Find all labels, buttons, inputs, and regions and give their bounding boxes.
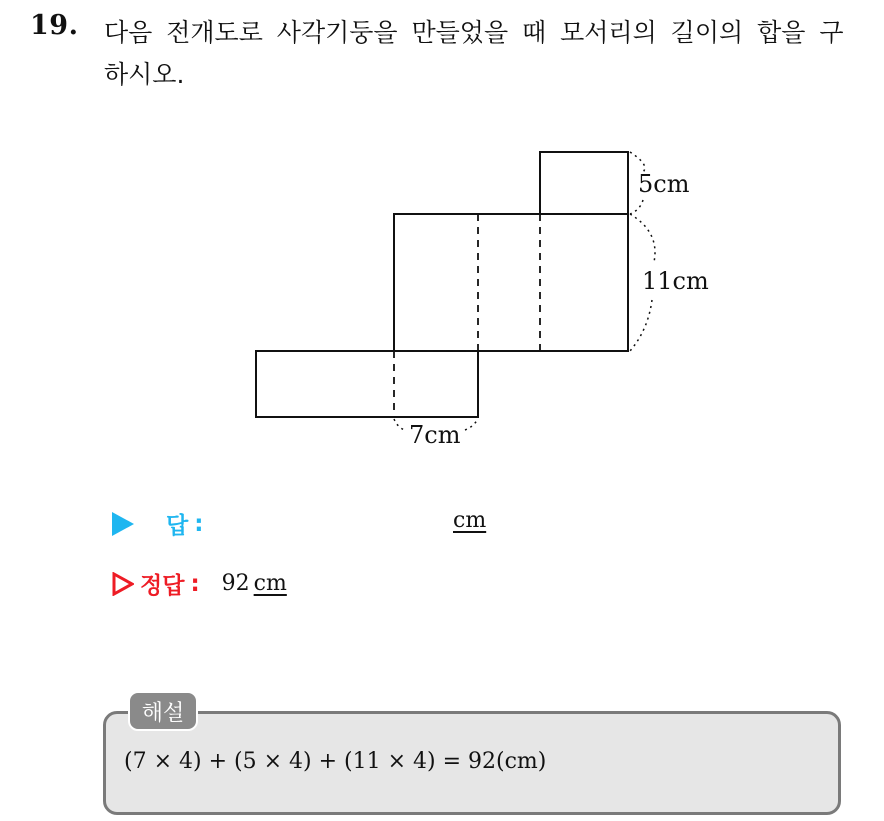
question-text: 다음 전개도로 사각기둥을 만들었을 때 모서리의 길이의 합을 구하시오. xyxy=(104,18,844,89)
answer-colon: : xyxy=(194,510,204,537)
question-number: 19. xyxy=(30,10,79,41)
play-triangle-icon xyxy=(112,512,134,536)
label-5cm: 5cm xyxy=(638,170,690,198)
correct-answer-row xyxy=(112,567,287,600)
answer-label: 답 xyxy=(166,513,189,539)
correct-value: 92 xyxy=(221,571,250,596)
dimension-arcs xyxy=(394,152,655,430)
correct-unit: cm xyxy=(253,571,287,596)
fold-lines xyxy=(394,214,628,417)
net-top-face xyxy=(540,152,628,214)
outline-triangle-icon xyxy=(112,572,134,596)
correct-colon: : xyxy=(190,570,200,597)
label-11cm: 11cm xyxy=(642,267,709,295)
solution-tab: 해설 xyxy=(128,691,198,731)
answer-row xyxy=(112,507,203,540)
solution-text: (7 × 4) + (5 × 4) + (11 × 4) = 92(cm) xyxy=(124,749,547,774)
net-bottom-faces xyxy=(256,351,478,417)
label-7cm: 7cm xyxy=(409,421,461,449)
correct-label: 정답 xyxy=(140,573,185,599)
answer-unit: cm xyxy=(453,508,487,533)
net-side-strip xyxy=(394,214,628,351)
